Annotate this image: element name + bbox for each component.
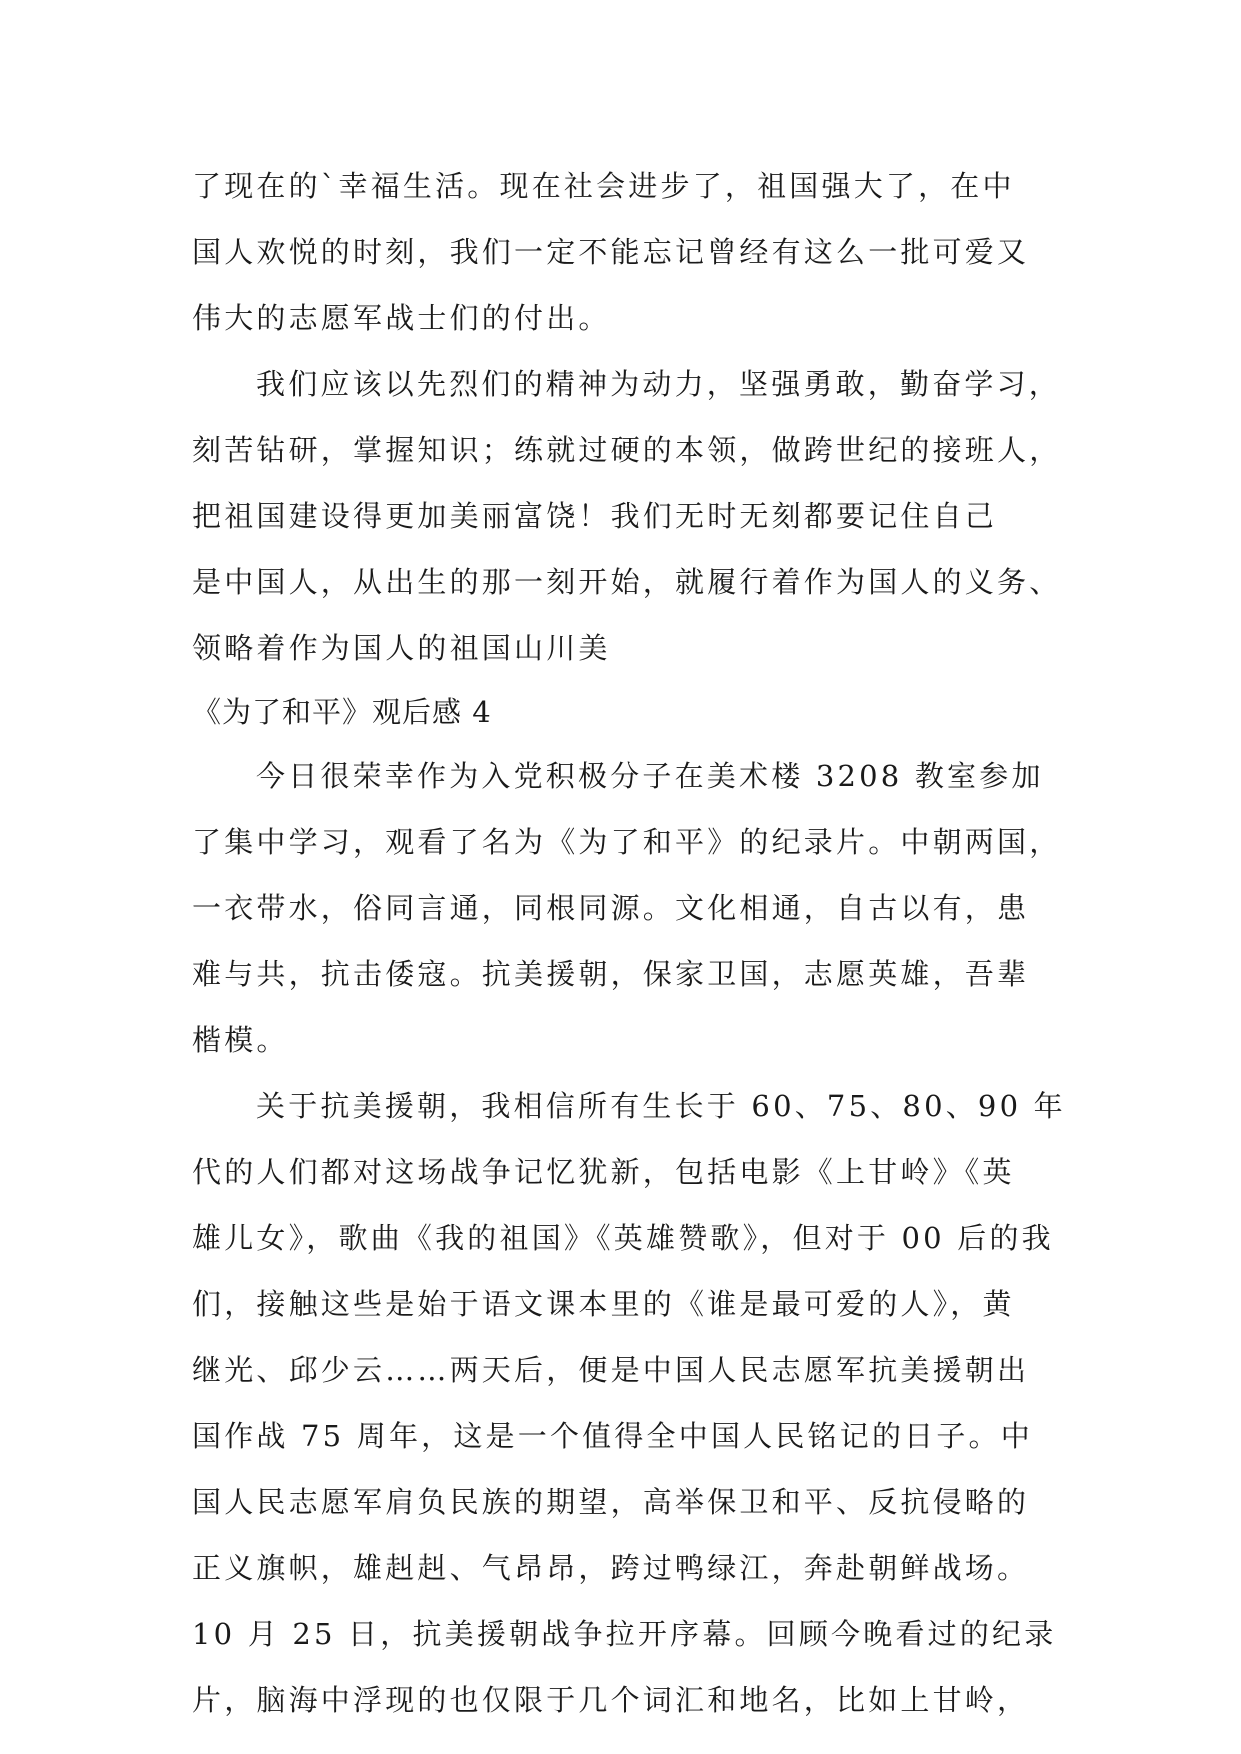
- paragraph-4-line-8: 正义旗帜，雄赳赳、气昂昂，跨过鸭绿江，奔赴朝鲜战场。: [192, 1551, 1030, 1585]
- paragraph-4-line-10: 片，脑海中浮现的也仅限于几个词汇和地名，比如上甘岭，: [192, 1683, 1030, 1717]
- paragraph-4-line-4: 们，接触这些是始于语文课本里的《谁是最可爱的人》，黄: [192, 1287, 1015, 1321]
- paragraph-3-line-1: 今日很荣幸作为入党积极分子在美术楼 3208 教室参加: [256, 759, 1044, 793]
- section-heading: 《为了和平》观后感 4: [192, 695, 492, 729]
- paragraph-4-line-2: 代的人们都对这场战争记忆犹新，包括电影《上甘岭》《英: [192, 1155, 1015, 1189]
- paragraph-1-line-3: 伟大的志愿军战士们的付出。: [192, 301, 611, 335]
- paragraph-4-line-7: 国人民志愿军肩负民族的期望，高举保卫和平、反抗侵略的: [192, 1485, 1030, 1519]
- paragraph-4-line-5: 继光、邱少云……两天后，便是中国人民志愿军抗美援朝出: [192, 1353, 1030, 1387]
- paragraph-3-line-5: 楷模。: [192, 1023, 289, 1057]
- paragraph-4-line-9: 10 月 25 日，抗美援朝战争拉开序幕。回顾今晚看过的纪录: [192, 1617, 1057, 1651]
- paragraph-2-line-3: 把祖国建设得更加美丽富饶！我们无时无刻都要记住自己: [192, 499, 998, 533]
- paragraph-4-line-6: 国作战 75 周年，这是一个值得全中国人民铭记的日子。中: [192, 1419, 1033, 1453]
- paragraph-2-line-5: 领略着作为国人的祖国山川美: [192, 631, 611, 665]
- paragraph-1-line-1: 了现在的`幸福生活。现在社会进步了，祖国强大了，在中: [192, 169, 1015, 203]
- paragraph-4-line-3: 雄儿女》，歌曲《我的祖国》《英雄赞歌》，但对于 00 后的我: [192, 1221, 1054, 1255]
- paragraph-3-line-2: 了集中学习，观看了名为《为了和平》的纪录片。中朝两国，: [192, 825, 1062, 859]
- paragraph-2-line-1: 我们应该以先烈们的精神为动力，坚强勇敢，勤奋学习，: [256, 367, 1062, 401]
- paragraph-4-line-1: 关于抗美援朝，我相信所有生长于 60、75、80、90 年: [256, 1089, 1066, 1123]
- paragraph-2-line-2: 刻苦钻研，掌握知识；练就过硬的本领，做跨世纪的接班人，: [192, 433, 1062, 467]
- paragraph-1-line-2: 国人欢悦的时刻，我们一定不能忘记曾经有这么一批可爱又: [192, 235, 1030, 269]
- paragraph-3-line-4: 难与共，抗击倭寇。抗美援朝，保家卫国，志愿英雄，吾辈: [192, 957, 1030, 991]
- paragraph-2-line-4: 是中国人，从出生的那一刻开始，就履行着作为国人的义务、: [192, 565, 1062, 599]
- paragraph-3-line-3: 一衣带水，俗同言通，同根同源。文化相通，自古以有，患: [192, 891, 1030, 925]
